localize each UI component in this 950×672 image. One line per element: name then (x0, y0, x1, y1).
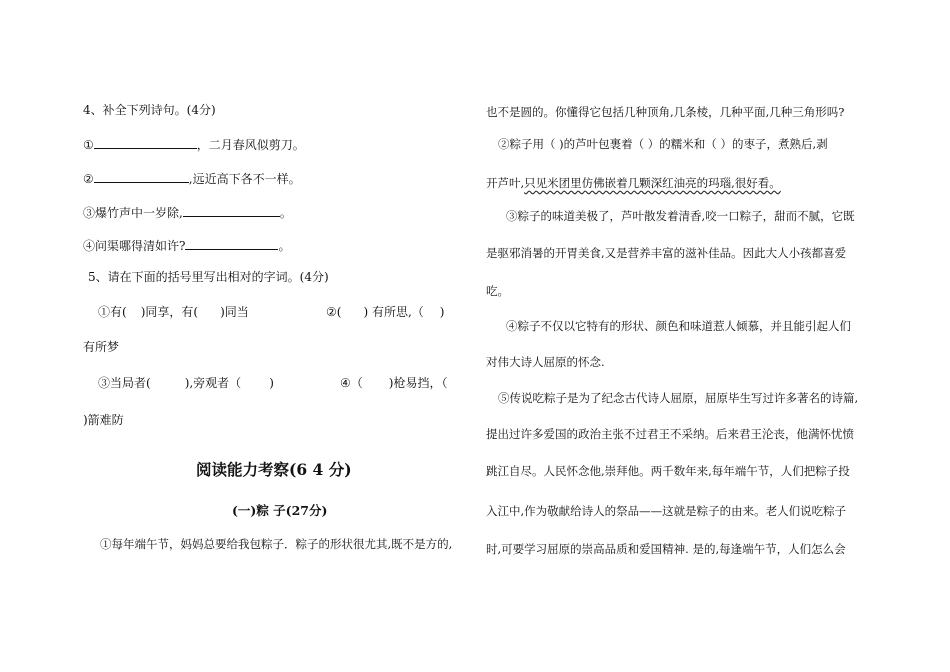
passage-line: 时,可要学习屈原的崇高品质和爱国精神. 是的,每逢端午节，人们怎么会 (486, 542, 846, 556)
question-4-item-1: ① ，二月春风似剪刀。 (83, 138, 305, 152)
question-4-item-3: ③爆竹声中一岁除, 。 (83, 206, 292, 220)
question-5-continuation-2: )箭难防 (83, 413, 124, 427)
passage-line: 跳江自尽。人民怀念他,崇拜他。两千数年来,每年端午节，人们把粽子投 (486, 464, 850, 478)
passage-paragraph-4: ④粽子不仅以它特有的形状、颜色和味道惹人倾慕，并且能引起人们 (506, 319, 851, 333)
passage-line: 入江中,作为敬献给诗人的祭品——这就是粽子的由来。老人们说吃粽子 (486, 504, 847, 518)
passage-line: 也不是圆的。你懂得它包括几种顶角,几条棱，几种平面,几种三角形吗? (486, 105, 845, 119)
question-4-title: 4、补全下列诗句。(4分) (83, 103, 216, 117)
passage-paragraph-3: ③粽子的味道美极了，芦叶散发着清香,咬一口粽子，甜而不腻，它既 (506, 209, 855, 223)
question-5-item-1: ①有( )同享，有( )同当 (98, 305, 249, 319)
answer-blank[interactable] (94, 136, 197, 149)
answer-blank[interactable] (185, 237, 278, 250)
question-5-item-3: ③当局者( ),旁观者（ ) (98, 376, 274, 390)
answer-blank[interactable] (94, 170, 189, 183)
passage-line: 吃。 (486, 284, 509, 298)
question-5-continuation-1: 有所梦 (83, 340, 120, 354)
question-4-item-2: ② ,远近高下各不一样。 (83, 172, 301, 186)
passage-paragraph-1: ①每年端午节，妈妈总要给我包粽子．粽子的形状很尤其,既不是方的, (100, 537, 453, 551)
passage-line: 对伟大诗人屈原的怀念. (486, 355, 605, 369)
passage-paragraph-5: ⑤传说吃粽子是为了纪念古代诗人屈原，屈原毕生写过许多著名的诗篇, (498, 391, 859, 405)
passage-line: 开芦叶,只见米团里仿佛嵌着几颗深红油亮的玛瑙,很好看。 (486, 176, 781, 190)
answer-blank[interactable] (183, 204, 280, 217)
passage-title: (一)粽 子(27分) (232, 503, 328, 518)
passage-line: 提出过许多爱国的政治主张不过君王不采纳。后来君王沦丧，他满怀忧愤 (486, 427, 854, 441)
reading-section-title: 阅读能力考察(6 4 分) (196, 460, 352, 479)
underlined-sentence: 只见米团里仿佛嵌着几颗深红油亮的玛瑙,很好看。 (524, 176, 781, 190)
question-4-item-4: ④问渠哪得清如许? 。 (83, 239, 291, 253)
question-5-item-4: ④（ )枪易挡，（ (340, 376, 448, 390)
question-5-item-2: ②( ) 有所思,（ ) (326, 305, 445, 319)
passage-line: 是驱邪消暑的开胃美食,又是营养丰富的滋补佳品。因此大人小孩都喜爱 (486, 246, 847, 260)
question-5-title: 5、请在下面的括号里写出相对的字词。(4分) (88, 270, 329, 284)
passage-paragraph-2: ②粽子用（ )的芦叶包裹着（ ）的糯米和（ ）的枣子，煮熟后,剥 (498, 137, 828, 151)
